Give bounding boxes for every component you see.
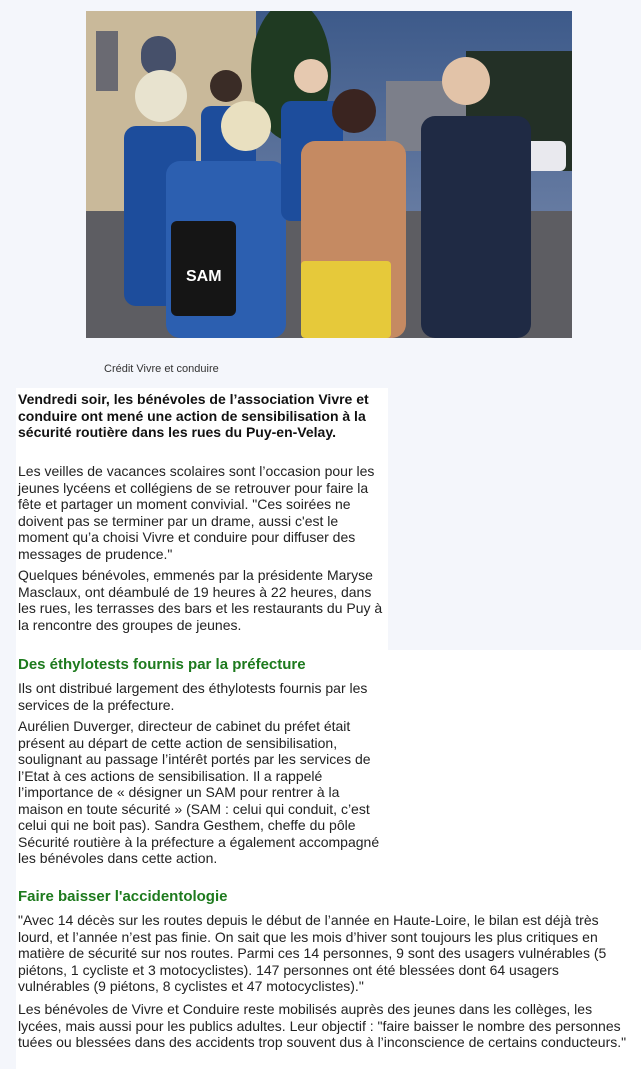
section-heading: Faire baisser l'accidentologie xyxy=(18,888,228,905)
paragraph: Les bénévoles de Vivre et Conduire reste mobilisés auprès des jeunes dans les collèges, les lycées, mais aussi pour les publics adultes. Leur objectif : "faire baisser le nombre des personnes tuées ou blessées dans des accidents trop souvent dus à l’inconscience de certains conducteurs." xyxy=(18,1001,627,1050)
article-photo xyxy=(86,11,572,338)
paragraph: Les veilles de vacances scolaires sont l’occasion pour les jeunes lycéens et collégiens de se retrouver pour faire la fête et partager un moment convivial. "Ces soirées ne doivent pas se terminer par un drame, aussi c'est le moment qu’a choisi Vivre et conduire pour diffuser des messages de prudence." xyxy=(18,463,375,562)
section-heading: Des éthylotests fournis par la préfecture xyxy=(18,656,306,673)
paragraph: "Avec 14 décès sur les routes depuis le début de l’année en Haute-Loire, le bilan est déjà très lourd, et l’année n’est pas finie. On sait que les mois d’hiver sont toujours les plus critiques en matière de sécurité sur nos routes. Parmi ces 14 personnes, 9 sont des usagers vulnérables (5 piétons, 1 cycliste et 3 motocyclistes). 147 personnes ont été blessées dont 64 usagers vulnérables (9 piétons, 8 cyclistes et 47 motocyclistes)." xyxy=(18,912,607,994)
bag-text: SAM xyxy=(186,268,222,285)
paragraph: Ils ont distribué largement des éthylotests fournis par les services de la préfecture. xyxy=(18,680,368,713)
article-lead: Vendredi soir, les bénévoles de l’association Vivre et conduire ont mené une action de sensibilisation à la sécurité routière dans les rues du Puy-en-Velay. xyxy=(18,391,369,440)
photo-caption: Crédit Vivre et conduire xyxy=(104,363,219,375)
paragraph: Quelques bénévoles, emmenés par la présidente Maryse Masclaux, ont déambulé de 19 heures à 22 heures, dans les rues, les terrasses des bars et les restaurants du Puy à la rencontre des groupes de jeunes. xyxy=(18,567,383,633)
paragraph: Aurélien Duverger, directeur de cabinet du préfet était présent au départ de cette action de sensibilisation, soulignant au passage l’intérêt portés par les services de l’Etat à ces actions de sensibilisation. Il a rappelé l’importance de « désigner un SAM pour rentrer à la maison en toute sécurité » (SAM : celui qui conduit, c’est celui qui ne boit pas). Sandra Gesthem, cheffe du pôle Sécurité routière à la préfecture a également accompagné les bénévoles dans cette action. xyxy=(18,718,380,866)
